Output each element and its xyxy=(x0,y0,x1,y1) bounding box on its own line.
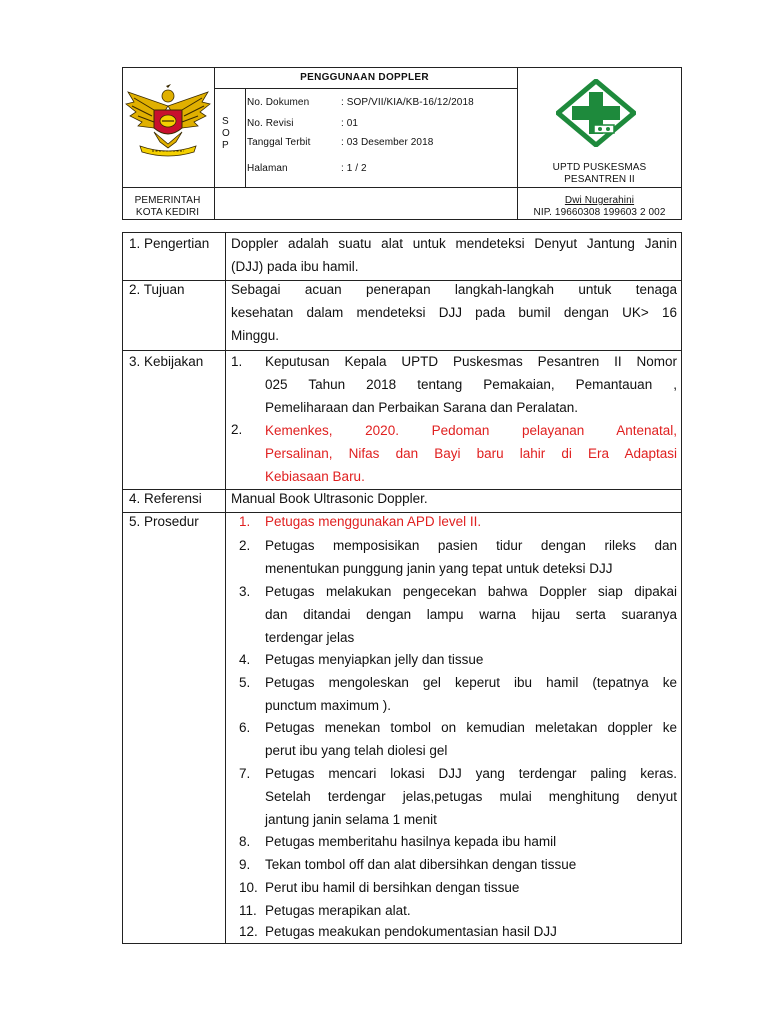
list-number: 1. xyxy=(239,514,251,529)
signer-name: Dwi Nugerahini xyxy=(564,195,635,206)
list-number: 7. xyxy=(239,766,251,781)
prosedur-item: Petugas menekan tombol on kemudian meletakan doppler ke perut ibu yang telah diolesi gel xyxy=(265,720,677,758)
document-title: PENGGUNAAN DOPPLER xyxy=(300,72,429,83)
section-label: 4. Referensi xyxy=(129,491,202,506)
puskesmas-logo xyxy=(556,79,636,147)
kebijakan-item: Kemenkes, 2020. Pedoman pelayanan Antenatal, Persalinan, Nifas dan Bayi baru lahir di Era Adaptasi Kebiasaan Baru. xyxy=(265,423,677,484)
prosedur-item: Tekan tombol off dan alat dibersihkan dengan tissue xyxy=(265,857,577,872)
list-number: 12. xyxy=(239,924,258,939)
signer-nip: NIP. 19660308 199603 2 002 xyxy=(533,207,666,218)
prosedur-item: Petugas merapikan alat. xyxy=(265,903,411,918)
prosedur-item: Petugas memposisikan pasien tidur dengan rileks dan menentukan punggung janin yang tepat untuk deteksi DJJ xyxy=(265,538,677,576)
prosedur-item: Petugas menggunakan APD level II. xyxy=(265,514,482,529)
org-name-left: KOTA KEDIRI xyxy=(135,207,200,218)
sop-letter: P xyxy=(222,140,229,151)
header-divider xyxy=(214,68,215,219)
prosedur-item: Petugas melakukan pengecekan bahwa Doppler siap dipakai dan ditandai dengan lampu warna hijau serta suaranya terdengar jelas xyxy=(265,584,677,645)
table-divider xyxy=(225,233,226,943)
meta-value: : SOP/VII/KIA/KB-16/12/2018 xyxy=(341,97,474,108)
prosedur-item: Petugas memberitahu hasilnya kepada ibu hamil xyxy=(265,834,557,849)
header-divider xyxy=(123,187,681,188)
meta-value: : 1 / 2 xyxy=(341,163,367,174)
kebijakan-item: Keputusan Kepala UPTD Puskesmas Pesantren II Nomor 025 Tahun 2018 tentang Pemakaian, Pemantauan , Pemeliharaan dan Perbaikan Sarana dan Peralatan. xyxy=(265,354,677,415)
section-label: 3. Kebijakan xyxy=(129,354,204,369)
sop-letter: S xyxy=(222,116,229,127)
list-number: 9. xyxy=(239,857,251,872)
list-number: 2. xyxy=(239,538,251,553)
header-divider xyxy=(214,88,517,89)
list-number: 10. xyxy=(239,880,258,895)
prosedur-item: Petugas mencari lokasi DJJ yang terdengar paling keras. Setelah terdengar jelas,petugas mulai menghitung denyut jantung janin selama 1 menit xyxy=(265,766,677,827)
sop-content-table xyxy=(122,232,682,944)
list-number: 5. xyxy=(239,675,251,690)
prosedur-item: Perut ibu hamil di bersihkan dengan tissue xyxy=(265,880,520,895)
prosedur-item: Petugas menyiapkan jelly dan tissue xyxy=(265,652,484,667)
meta-value: : 01 xyxy=(341,118,359,129)
org-name-left: PEMERINTAH xyxy=(134,195,201,206)
pengertian-text: Doppler adalah suatu alat untuk mendeteksi Denyut Jantung Janin (DJJ) pada ibu hamil. xyxy=(231,236,677,274)
section-label: 5. Prosedur xyxy=(129,514,199,529)
section-label: 2. Tujuan xyxy=(129,282,185,297)
list-number: 8. xyxy=(239,834,251,849)
sop-letter: O xyxy=(222,128,230,139)
section-label: 1. Pengertian xyxy=(129,236,210,251)
garuda-crest-logo xyxy=(124,84,212,158)
meta-label: No. Revisi xyxy=(247,118,294,129)
list-number: 1. xyxy=(231,354,243,369)
list-number: 4. xyxy=(239,652,251,667)
list-number: 3. xyxy=(239,584,251,599)
meta-label: No. Dokumen xyxy=(247,97,310,108)
tujuan-text: Sebagai acuan penerapan langkah-langkah untuk tenaga kesehatan dalam mendeteksi DJJ pada bumil dengan UK> 16 Minggu. xyxy=(231,282,677,343)
list-number: 6. xyxy=(239,720,251,735)
meta-label: Tanggal Terbit xyxy=(247,137,311,148)
list-number: 11. xyxy=(239,903,257,918)
prosedur-item: Petugas mengoleskan gel keperut ibu hamil (tepatnya ke punctum maximum ). xyxy=(265,675,677,713)
prosedur-item: Petugas meakukan pendokumentasian hasil DJJ xyxy=(265,924,557,939)
list-number: 2. xyxy=(231,422,243,437)
org-name-right: PESANTREN II xyxy=(564,174,635,185)
referensi-text: Manual Book Ultrasonic Doppler. xyxy=(231,491,428,506)
meta-value: : 03 Desember 2018 xyxy=(341,137,434,148)
header-divider xyxy=(245,88,246,187)
meta-label: Halaman xyxy=(247,163,288,174)
org-name-right: UPTD PUSKESMAS xyxy=(552,162,647,173)
